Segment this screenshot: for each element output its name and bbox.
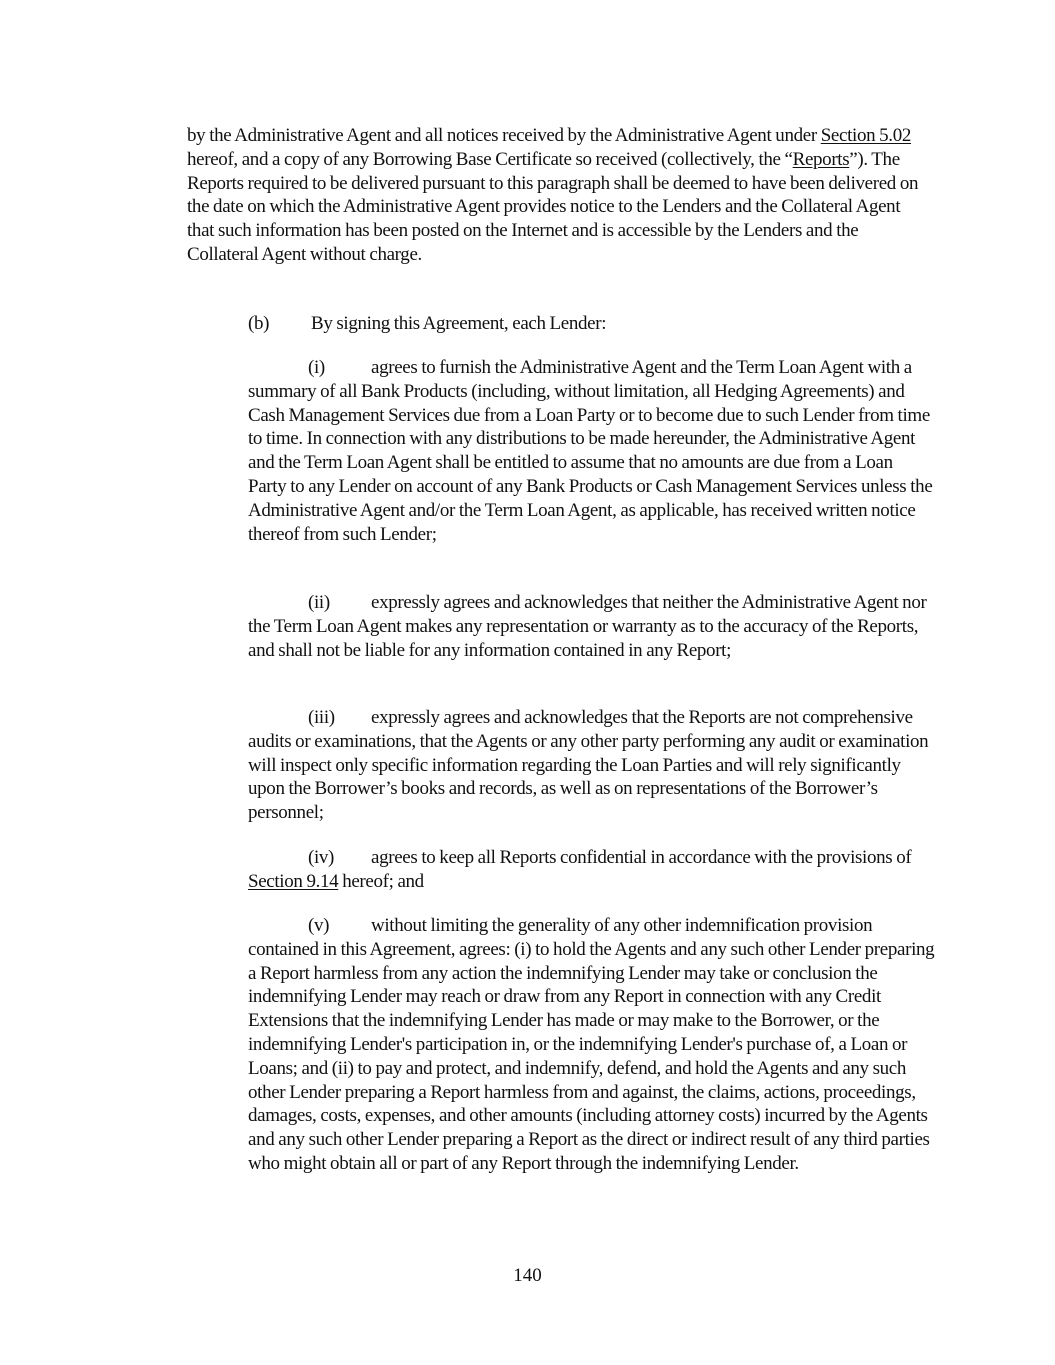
page-number: 140	[513, 1265, 542, 1286]
clause-i-text: agrees to furnish the Administrative Agent and the Term Loan Agent with a summary of all Bank Products (including, without limitation, all Hedging Agreements) and Cash Management Services due from a Loan Party or to become due to such Lender from time to time. In connection with any distributions to be made hereunder, the Administrative Agent and the Term Loan Agent shall be entitled to assume that no amounts are due from a Loan Party to any Lender on account of any Bank Products or Cash Management Services unless the Administrative Agent and/or the Term Loan Agent, as applicable, has received written notice thereof from such Lender;	[248, 357, 933, 545]
clause-iv-text-1: agrees to keep all Reports confidential in accordance with the provisions of	[371, 847, 912, 868]
clause-ii	[248, 591, 933, 662]
clause-iv-text-2: hereof; and	[338, 870, 424, 892]
clause-iii-label: (iii)	[308, 707, 335, 728]
clause-v	[248, 914, 938, 1176]
clause-i-label: (i)	[308, 357, 325, 378]
clause-iv-label: (iv)	[308, 847, 335, 868]
clause-iii-text: expressly agrees and acknowledges that the Reports are not comprehensive audits or examinations, that the Agents or any other party performing any audit or examination will inspect only specific information regarding the Loan Parties and will rely significantly upon the Borrower’s books and records, as well as on representations of the Borrower’s personnel;	[248, 707, 929, 824]
clause-b	[248, 312, 948, 336]
clause-iii	[248, 706, 933, 825]
intro-paragraph	[187, 124, 922, 267]
reports-defined-term: Reports	[792, 148, 850, 170]
intro-text-2: hereof, and a copy of any Borrowing Base Certificate so received (collectively, the “	[187, 148, 793, 170]
clause-b-label: (b)	[248, 313, 270, 334]
clause-i	[248, 356, 933, 546]
intro-text-3: ”). The Reports required to be delivered pursuant to this paragraph shall be deemed to have been delivered on the date on which the Administrative Agent provides notice to the Lenders and the Collateral Agent that such information has been posted on the Internet and is accessible by the Lenders and the Collateral Agent without charge.	[187, 148, 919, 265]
clause-ii-label: (ii)	[308, 592, 330, 613]
clause-v-label: (v)	[308, 915, 330, 936]
intro-text-1: by the Administrative Agent and all notices received by the Administrative Agent under	[187, 125, 821, 146]
clause-ii-text: expressly agrees and acknowledges that neither the Administrative Agent nor the Term Loan Agent makes any representation or warranty as to the accuracy of the Reports, and shall not be liable for any information contained in any Report;	[248, 592, 927, 661]
clause-b-text: By signing this Agreement, each Lender:	[311, 313, 607, 334]
section-9-14-reference: Section 9.14	[248, 870, 339, 892]
clause-v-text: without limiting the generality of any other indemnification provision contained in this Agreement, agrees: (i) to hold the Agents and any such other Lender preparing a Report harmless from any action the indemnifying Lender may take or conclusion the indemnifying Lender may reach or draw from any Report in connection with any Credit Extensions that the indemnifying Lender has made or may make to the Borrower, or the indemnifying Lender's participation in, or the indemnifying Lender's purchase of, a Loan or Loans; and (ii) to pay and protect, and indemnify, defend, and hold the Agents and any such other Lender preparing a Report harmless from and against, the claims, actions, proceedings, damages, costs, expenses, and other amounts (including attorney costs) incurred by the Agents and any such other Lender preparing a Report as the direct or indirect result of any third parties who might obtain all or part of any Report through the indemnifying Lender.	[248, 915, 935, 1174]
clause-iv	[248, 846, 933, 894]
section-5-02-reference: Section 5.02	[820, 125, 911, 146]
